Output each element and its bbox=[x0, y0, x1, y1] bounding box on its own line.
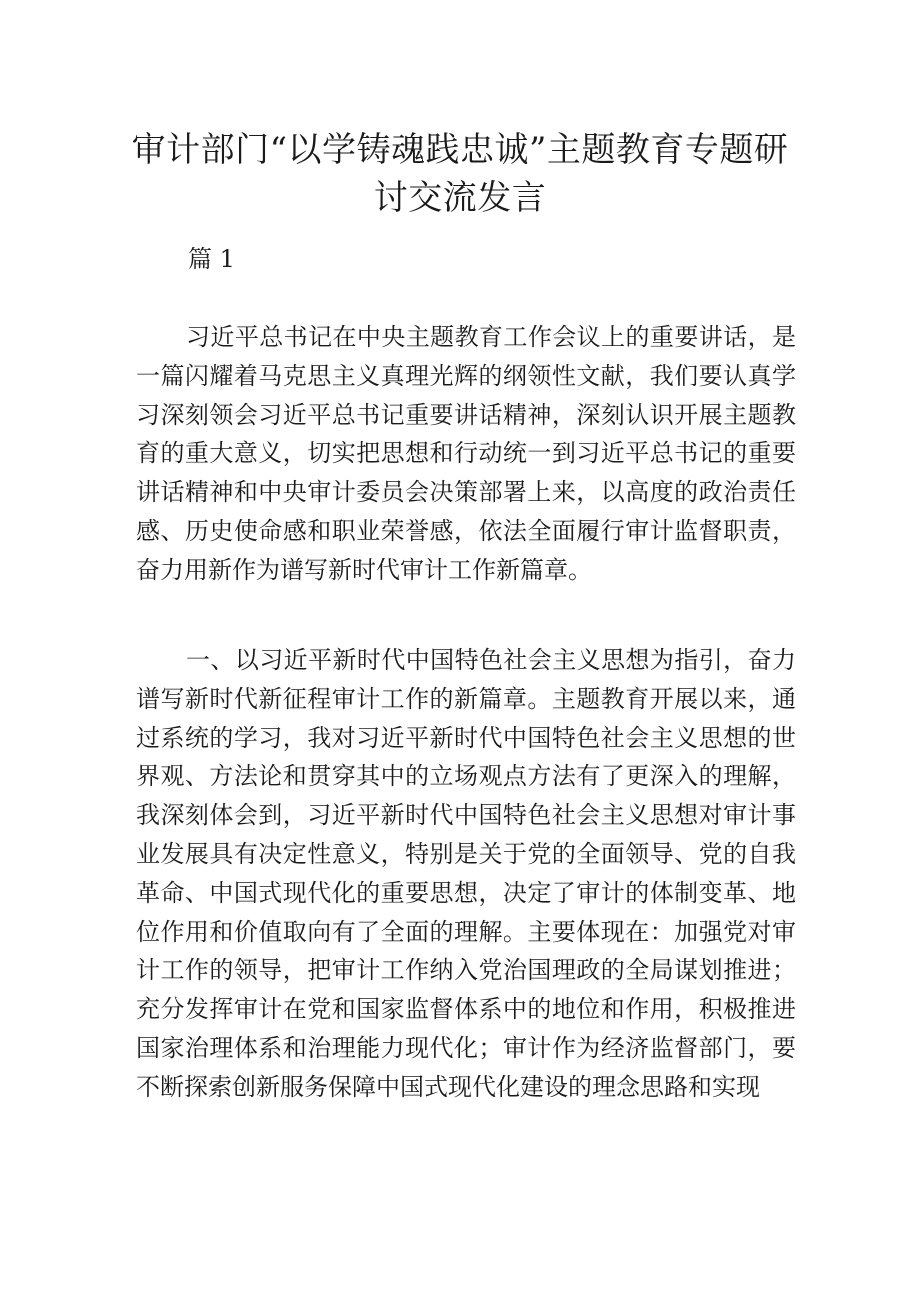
section-label: 篇 1 bbox=[188, 245, 235, 273]
document-title: 审计部门“以学铸魂践忠诚”主题教育专题研讨交流发言 bbox=[131, 130, 789, 218]
paragraph: 一、以习近平新时代中国特色社会主义思想为指引，奋力谱写新时代新征程审计工作的新篇章。主题教育开展以来，通过系统的学习，我对习近平新时代中国特色社会主义思想的世界观、方法论和贯穿其中的立场观点方法有了更深入的理解，我深刻体会到，习近平新时代中国特色社会主义思想对审计事业发展具有决定性意义，特别是关于党的全面领导、党的自我革命、中国式现代化的重要思想，决定了审计的体制变革、地位作用和价值取向有了全面的理解。主要体现在：加强党对审计工作的领导，把审计工作纳入党治国理政的全局谋划推进；充分发挥审计在党和国家监督体系中的地位和作用，积极推进国家治理体系和治理能力现代化；审计作为经济监督部门，要不断探索创新服务保障中国式现代化建设的理念思路和实现 bbox=[136, 646, 796, 1101]
paragraph: 习近平总书记在中央主题教育工作会议上的重要讲话，是一篇闪耀着马克思主义真理光辉的纲领性文献，我们要认真学习深刻领会习近平总书记重要讲话精神，深刻认识开展主题教育的重大意义，切实把思想和行动统一到习近平总书记的重要讲话精神和中央审计委员会决策部署上来，以高度的政治责任感、历史使命感和职业荣誉感，依法全面履行审计监督职责，奋力用新作为谱写新时代审计工作新篇章。 bbox=[136, 323, 796, 584]
